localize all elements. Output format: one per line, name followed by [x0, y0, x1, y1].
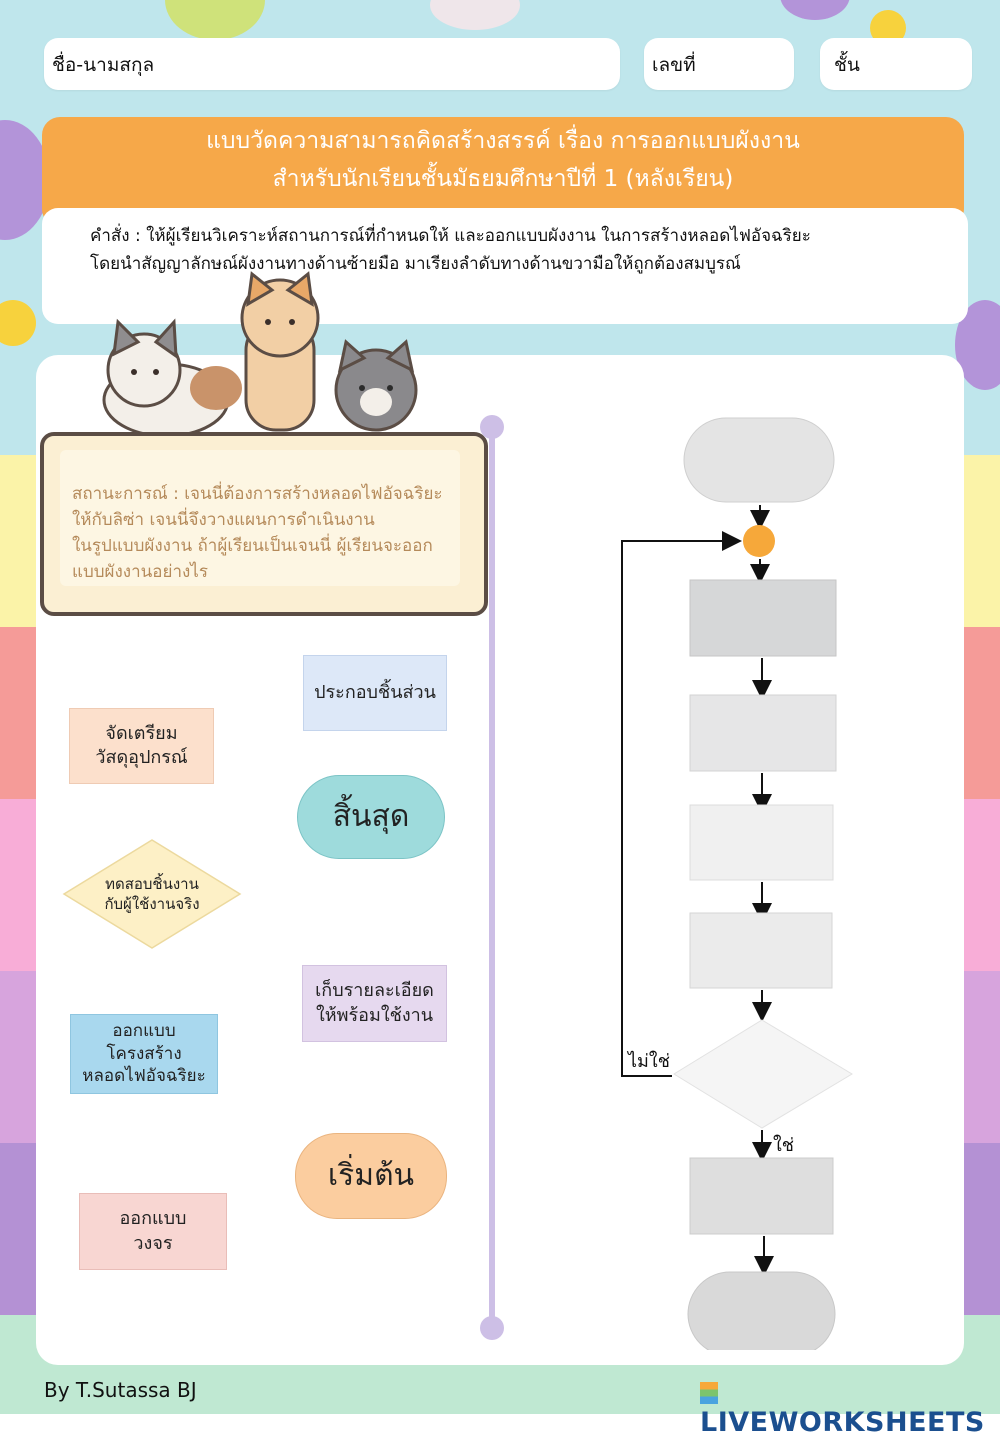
card-design-structure[interactable]: [70, 1014, 218, 1094]
scenario-line-2: ให้กับลิซ่า เจนนี่จึงวางแผนการดำเนินงาน: [72, 510, 375, 530]
drop-zone-step-4: [690, 913, 832, 988]
title-line-1: แบบวัดความสามารถคิดสร้างสรรค์ เรื่อง การออกแบบผังงาน: [206, 128, 800, 154]
title-line-2: สำหรับนักเรียนชั้นมัธยมศึกษาปีที่ 1 (หลังเรียน): [272, 166, 734, 192]
grey-cat-icon: [336, 342, 416, 430]
card-design-structure-label: ออกแบบ โครงสร้าง หลอดไฟอัจฉริยะ: [82, 1020, 206, 1087]
card-assemble-label: ประกอบชิ้นส่วน: [314, 681, 436, 703]
card-store-details[interactable]: [302, 965, 447, 1042]
card-end-label: สิ้นสุด: [332, 798, 410, 834]
drop-zone-step-5: [690, 1158, 833, 1234]
divider-top-dot: [480, 415, 504, 439]
class-field[interactable]: [820, 38, 972, 90]
drop-zone-step-3: [690, 805, 833, 880]
name-field[interactable]: [44, 38, 620, 90]
card-end-terminal[interactable]: [297, 775, 445, 859]
number-field[interactable]: [644, 38, 794, 90]
divider-line: [489, 426, 495, 1328]
number-label: เลขที่: [652, 54, 696, 76]
drop-zone-end: [688, 1272, 835, 1350]
card-design-circuit[interactable]: [79, 1193, 227, 1270]
calico-cat-icon: [104, 322, 242, 436]
card-store-label: เก็บรายละเอียด ให้พร้อมใช้งาน: [315, 980, 434, 1026]
author-credit: By T.Sutassa BJ: [44, 1378, 197, 1402]
scenario-box: [40, 432, 488, 616]
drop-zone-step-1: [690, 580, 836, 656]
orange-cat-icon: [242, 274, 318, 430]
instruction-line-1: คำสั่ง : ให้ผู้เรียนวิเคราะห์สถานการณ์ที่กำหนดให้ และออกแบบผังงาน ในการสร้างหลอดไฟอัจฉริยะ: [90, 226, 811, 246]
card-prepare-label: จัดเตรียม วัสดุอุปกรณ์: [95, 722, 188, 768]
card-assemble-parts[interactable]: [303, 655, 447, 731]
card-start-terminal[interactable]: [295, 1133, 447, 1219]
drop-zone-start: [684, 418, 834, 502]
brand-logo[interactable]: [700, 1376, 1000, 1438]
drop-zone-step-2: [690, 695, 836, 771]
no-label: ไม่ใช่: [628, 1051, 670, 1072]
divider-bottom-dot: [480, 1316, 504, 1340]
card-test-decision[interactable]: [62, 838, 242, 950]
brand-text: LIVEWORKSHEETS: [700, 1407, 985, 1438]
liveworksheets-logo-icon: [700, 1382, 718, 1404]
scenario-line-3: ในรูปแบบผังงาน ถ้าผู้เรียนเป็นเจนนี่ ผู้เรียนจะออก: [72, 536, 433, 556]
card-prepare-materials[interactable]: [69, 708, 214, 784]
name-label: ชื่อ-นามสกุล: [52, 54, 155, 76]
flowchart: [600, 405, 870, 1350]
scenario-line-1: สถานะการณ์ : เจนนี่ต้องการสร้างหลอดไฟอัจฉริยะ: [72, 484, 443, 504]
card-start-label: เริ่มต้น: [327, 1157, 415, 1193]
drop-zone-decision: [674, 1020, 852, 1128]
card-test-label: ทดสอบชิ้นงาน กับผู้ใช้งานจริง: [104, 874, 200, 913]
connector-circle: [743, 525, 775, 557]
yes-label: ใช่: [773, 1135, 795, 1156]
instruction-line-2: โดยนำสัญญาลักษณ์ผังงานทางด้านซ้ายมือ มาเรียงลำดับทางด้านขวามือให้ถูกต้องสมบูรณ์: [90, 254, 741, 274]
scenario-line-4: แบบผังงานอย่างไร: [72, 562, 208, 582]
class-label: ชั้น: [834, 54, 860, 76]
card-design-circuit-label: ออกแบบ วงจร: [119, 1208, 187, 1254]
